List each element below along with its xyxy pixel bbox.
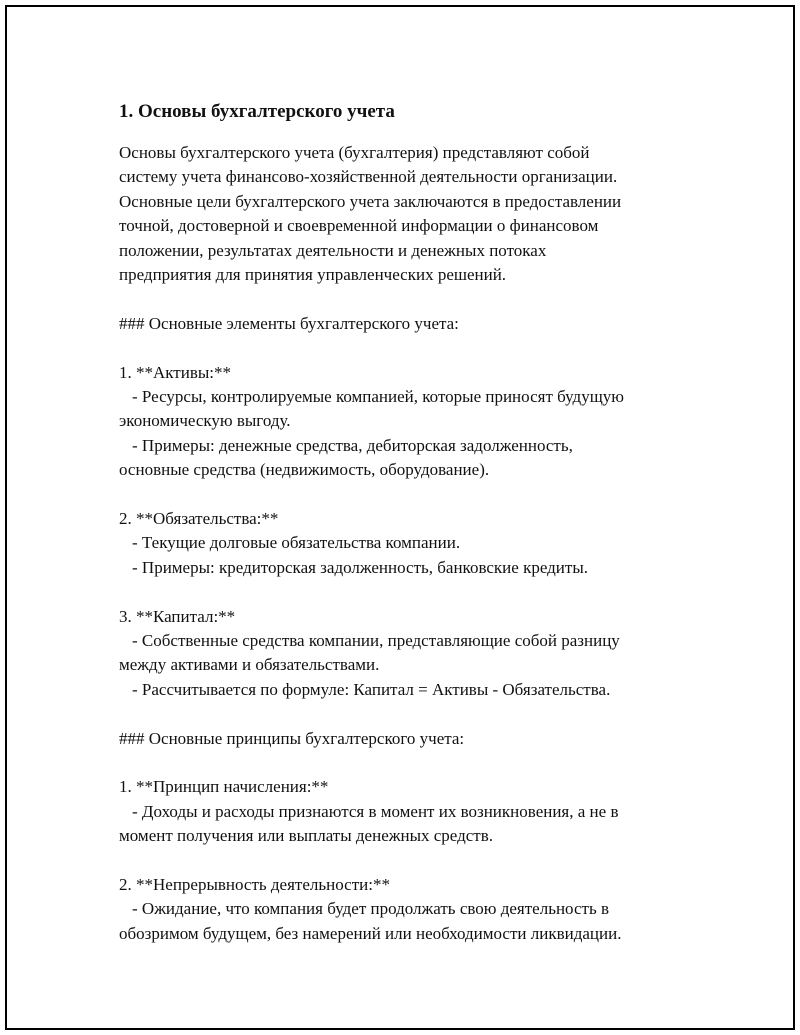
spacer (119, 483, 699, 507)
spacer (119, 702, 699, 726)
element-item-liabilities (119, 507, 699, 580)
element-line: между активами и обязательствами. (119, 655, 380, 675)
element-line: - Текущие долговые обязательства компании. (132, 533, 461, 553)
elements-heading: ### Основные элементы бухгалтерского учета: (119, 313, 459, 333)
principle-heading: 1. **Принцип начисления:** (119, 777, 329, 797)
spacer (119, 336, 699, 360)
intro-line: Основные цели бухгалтерского учета заключаются в предоставлении (119, 191, 622, 211)
spacer (119, 751, 699, 775)
element-heading: 1. **Активы:** (119, 362, 232, 382)
element-line: - Примеры: кредиторская задолженность, банковские кредиты. (132, 557, 589, 577)
principle-item-going-concern (119, 873, 699, 946)
spacer (119, 287, 699, 311)
principle-line: момент получения или выплаты денежных средств. (119, 826, 494, 846)
spacer (119, 849, 699, 873)
principle-line: - Ожидание, что компания будет продолжать свою деятельность в (132, 899, 609, 919)
principle-line: обозримом будущем, без намерений или необходимости ликвидации. (119, 923, 622, 943)
element-line: - Примеры: денежные средства, дебиторская задолженность, (132, 435, 573, 455)
principle-heading: 2. **Непрерывность деятельности:** (119, 875, 390, 895)
intro-line: точной, достоверной и своевременной информации о финансовом (119, 216, 599, 236)
intro-paragraph (119, 141, 699, 287)
document-body (119, 99, 699, 946)
element-line: основные средства (недвижимость, оборудование). (119, 460, 490, 480)
intro-line: систему учета финансово-хозяйственной деятельности организации. (119, 167, 618, 187)
spacer (119, 580, 699, 604)
intro-line: положении, результатах деятельности и денежных потоках (119, 240, 547, 260)
principle-line: - Доходы и расходы признаются в момент их возникновения, а не в (132, 801, 619, 821)
principle-item-accrual (119, 775, 699, 848)
element-line: - Рассчитывается по формуле: Капитал = Активы - Обязательства. (132, 679, 611, 699)
element-heading: 3. **Капитал:** (119, 606, 236, 626)
element-item-capital (119, 605, 699, 703)
element-item-assets (119, 361, 699, 483)
document-title: 1. Основы бухгалтерского учета (119, 101, 395, 122)
page-frame (5, 5, 795, 1030)
element-line: - Собственные средства компании, представляющие собой разницу (132, 631, 620, 651)
intro-line: предприятия для принятия управленческих решений. (119, 265, 507, 285)
element-line: - Ресурсы, контролируемые компанией, которые приносят будущую (132, 387, 624, 407)
element-line: экономическую выгоду. (119, 411, 291, 431)
principles-heading: ### Основные принципы бухгалтерского учета: (119, 728, 465, 748)
element-heading: 2. **Обязательства:** (119, 509, 279, 529)
intro-line: Основы бухгалтерского учета (бухгалтерия) представляют собой (119, 143, 590, 162)
